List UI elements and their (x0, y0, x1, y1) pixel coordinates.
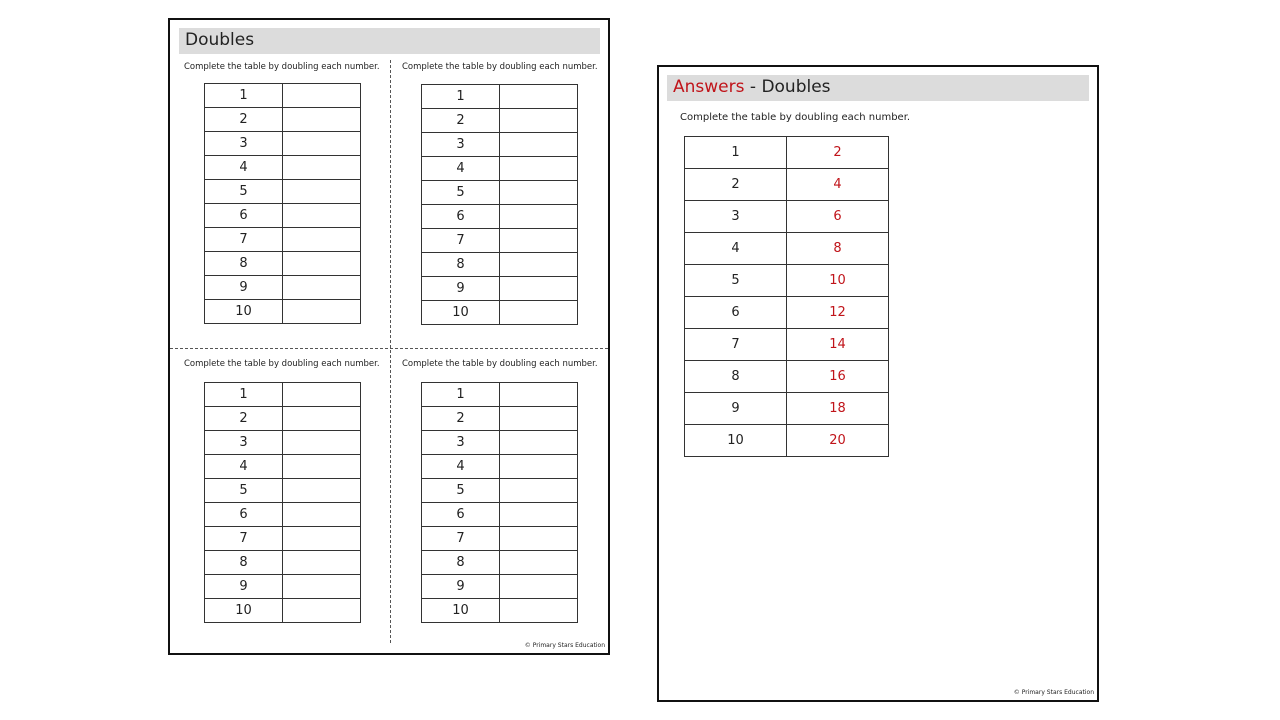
number-cell: 6 (422, 503, 500, 527)
table-row (685, 169, 889, 201)
number-cell: 1 (685, 137, 787, 169)
number-cell: 1 (205, 84, 283, 108)
number-cell: 10 (422, 599, 500, 623)
number-cell: 2 (422, 407, 500, 431)
table-row (205, 156, 361, 180)
number-cell: 5 (422, 479, 500, 503)
answer-blank-cell (283, 383, 361, 407)
number-cell: 5 (685, 265, 787, 297)
table-row (685, 425, 889, 457)
instruction-text: Complete the table by doubling each number. (184, 359, 380, 369)
number-cell: 9 (685, 393, 787, 425)
answer-title-sep: - (744, 77, 762, 97)
number-cell: 4 (685, 233, 787, 265)
table-row (422, 277, 578, 301)
table-row (205, 108, 361, 132)
number-cell: 2 (685, 169, 787, 201)
answer-blank-cell (500, 431, 578, 455)
answer-blank-cell (500, 527, 578, 551)
table-row (685, 361, 889, 393)
answer-blank-cell (283, 252, 361, 276)
answer-blank-cell (283, 575, 361, 599)
answer-blank-cell (500, 133, 578, 157)
table-row (205, 455, 361, 479)
table-row (205, 180, 361, 204)
answer-blank-cell (500, 85, 578, 109)
answer-blank-cell (283, 228, 361, 252)
instruction-text: Complete the table by doubling each number. (402, 359, 598, 369)
number-cell: 7 (685, 329, 787, 361)
answer-cell: 2 (787, 137, 889, 169)
answer-copyright: © Primary Stars Education (1013, 689, 1094, 696)
table-row (422, 253, 578, 277)
table-row (685, 393, 889, 425)
number-cell: 4 (205, 455, 283, 479)
answer-cell: 12 (787, 297, 889, 329)
answer-blank-cell (500, 229, 578, 253)
doubles-table (421, 84, 578, 325)
number-cell: 6 (205, 503, 283, 527)
table-row (205, 300, 361, 324)
doubles-table (204, 83, 361, 324)
answer-blank-cell (283, 180, 361, 204)
answer-page (657, 65, 1099, 702)
table-row (685, 329, 889, 361)
table-row (422, 407, 578, 431)
number-cell: 10 (685, 425, 787, 457)
number-cell: 6 (205, 204, 283, 228)
number-cell: 2 (205, 407, 283, 431)
doubles-table (204, 382, 361, 623)
table-row (685, 201, 889, 233)
answer-blank-cell (283, 551, 361, 575)
table-row (422, 157, 578, 181)
table-row (205, 599, 361, 623)
number-cell: 6 (422, 205, 500, 229)
answer-blank-cell (283, 84, 361, 108)
number-cell: 1 (422, 383, 500, 407)
number-cell: 3 (205, 431, 283, 455)
table-row (422, 575, 578, 599)
number-cell: 8 (422, 253, 500, 277)
table-row (685, 137, 889, 169)
answer-blank-cell (283, 479, 361, 503)
answer-title (667, 75, 1089, 101)
answer-blank-cell (500, 205, 578, 229)
number-cell: 5 (422, 181, 500, 205)
answer-blank-cell (500, 181, 578, 205)
answer-blank-cell (283, 455, 361, 479)
table-row (685, 265, 889, 297)
answer-cell: 14 (787, 329, 889, 361)
number-cell: 3 (422, 431, 500, 455)
number-cell: 8 (205, 252, 283, 276)
answer-cell: 10 (787, 265, 889, 297)
number-cell: 7 (422, 229, 500, 253)
table-row (205, 479, 361, 503)
answer-blank-cell (500, 455, 578, 479)
number-cell: 9 (205, 276, 283, 300)
table-row (205, 228, 361, 252)
number-cell: 1 (422, 85, 500, 109)
answer-blank-cell (283, 407, 361, 431)
number-cell: 4 (205, 156, 283, 180)
number-cell: 9 (422, 575, 500, 599)
number-cell: 4 (422, 455, 500, 479)
number-cell: 6 (685, 297, 787, 329)
table-row (205, 503, 361, 527)
number-cell: 5 (205, 180, 283, 204)
answer-cell: 4 (787, 169, 889, 201)
answer-blank-cell (283, 108, 361, 132)
number-cell: 9 (422, 277, 500, 301)
table-row (685, 297, 889, 329)
answer-cell: 16 (787, 361, 889, 393)
table-row (205, 575, 361, 599)
table-row (422, 455, 578, 479)
number-cell: 8 (685, 361, 787, 393)
number-cell: 3 (685, 201, 787, 233)
answer-blank-cell (283, 431, 361, 455)
number-cell: 10 (422, 301, 500, 325)
table-row (205, 204, 361, 228)
answer-title-main: Doubles (761, 77, 831, 97)
number-cell: 3 (205, 132, 283, 156)
answer-blank-cell (283, 276, 361, 300)
answer-blank-cell (283, 156, 361, 180)
table-row (422, 205, 578, 229)
table-row (205, 252, 361, 276)
doubles-table (421, 382, 578, 623)
answer-blank-cell (283, 527, 361, 551)
table-row (422, 527, 578, 551)
horizontal-cut-line (170, 348, 608, 349)
table-row (422, 229, 578, 253)
table-row (422, 551, 578, 575)
answer-blank-cell (500, 575, 578, 599)
table-row (205, 407, 361, 431)
table-row (205, 431, 361, 455)
number-cell: 2 (422, 109, 500, 133)
number-cell: 7 (205, 228, 283, 252)
table-row (422, 133, 578, 157)
table-row (205, 132, 361, 156)
answer-cell: 20 (787, 425, 889, 457)
table-row (422, 431, 578, 455)
worksheet-title: Doubles (179, 28, 600, 54)
table-row (205, 84, 361, 108)
answer-blank-cell (283, 204, 361, 228)
answer-blank-cell (500, 157, 578, 181)
answer-table (684, 136, 889, 457)
table-row (422, 85, 578, 109)
answer-blank-cell (500, 277, 578, 301)
worksheet-page (168, 18, 610, 655)
answer-blank-cell (500, 407, 578, 431)
answer-title-prefix: Answers (673, 77, 745, 97)
answer-blank-cell (500, 599, 578, 623)
answer-instruction: Complete the table by doubling each number. (680, 112, 911, 123)
answer-blank-cell (500, 551, 578, 575)
number-cell: 10 (205, 300, 283, 324)
instruction-text: Complete the table by doubling each number. (402, 62, 598, 72)
table-row (422, 301, 578, 325)
answer-blank-cell (500, 109, 578, 133)
table-row (685, 233, 889, 265)
worksheet-copyright: © Primary Stars Education (524, 642, 605, 649)
table-row (422, 479, 578, 503)
number-cell: 5 (205, 479, 283, 503)
number-cell: 9 (205, 575, 283, 599)
number-cell: 10 (205, 599, 283, 623)
number-cell: 1 (205, 383, 283, 407)
answer-blank-cell (283, 132, 361, 156)
vertical-cut-line (390, 60, 391, 643)
answer-blank-cell (500, 503, 578, 527)
number-cell: 8 (205, 551, 283, 575)
answer-cell: 8 (787, 233, 889, 265)
answer-blank-cell (283, 599, 361, 623)
answer-blank-cell (283, 300, 361, 324)
table-row (422, 599, 578, 623)
table-row (422, 181, 578, 205)
number-cell: 4 (422, 157, 500, 181)
table-row (205, 527, 361, 551)
answer-blank-cell (500, 383, 578, 407)
answer-cell: 6 (787, 201, 889, 233)
table-row (205, 383, 361, 407)
number-cell: 7 (422, 527, 500, 551)
answer-cell: 18 (787, 393, 889, 425)
answer-blank-cell (500, 253, 578, 277)
number-cell: 3 (422, 133, 500, 157)
instruction-text: Complete the table by doubling each number. (184, 62, 380, 72)
table-row (422, 503, 578, 527)
number-cell: 7 (205, 527, 283, 551)
table-row (205, 276, 361, 300)
answer-blank-cell (500, 479, 578, 503)
number-cell: 8 (422, 551, 500, 575)
number-cell: 2 (205, 108, 283, 132)
answer-blank-cell (500, 301, 578, 325)
answer-blank-cell (283, 503, 361, 527)
table-row (422, 109, 578, 133)
table-row (422, 383, 578, 407)
table-row (205, 551, 361, 575)
